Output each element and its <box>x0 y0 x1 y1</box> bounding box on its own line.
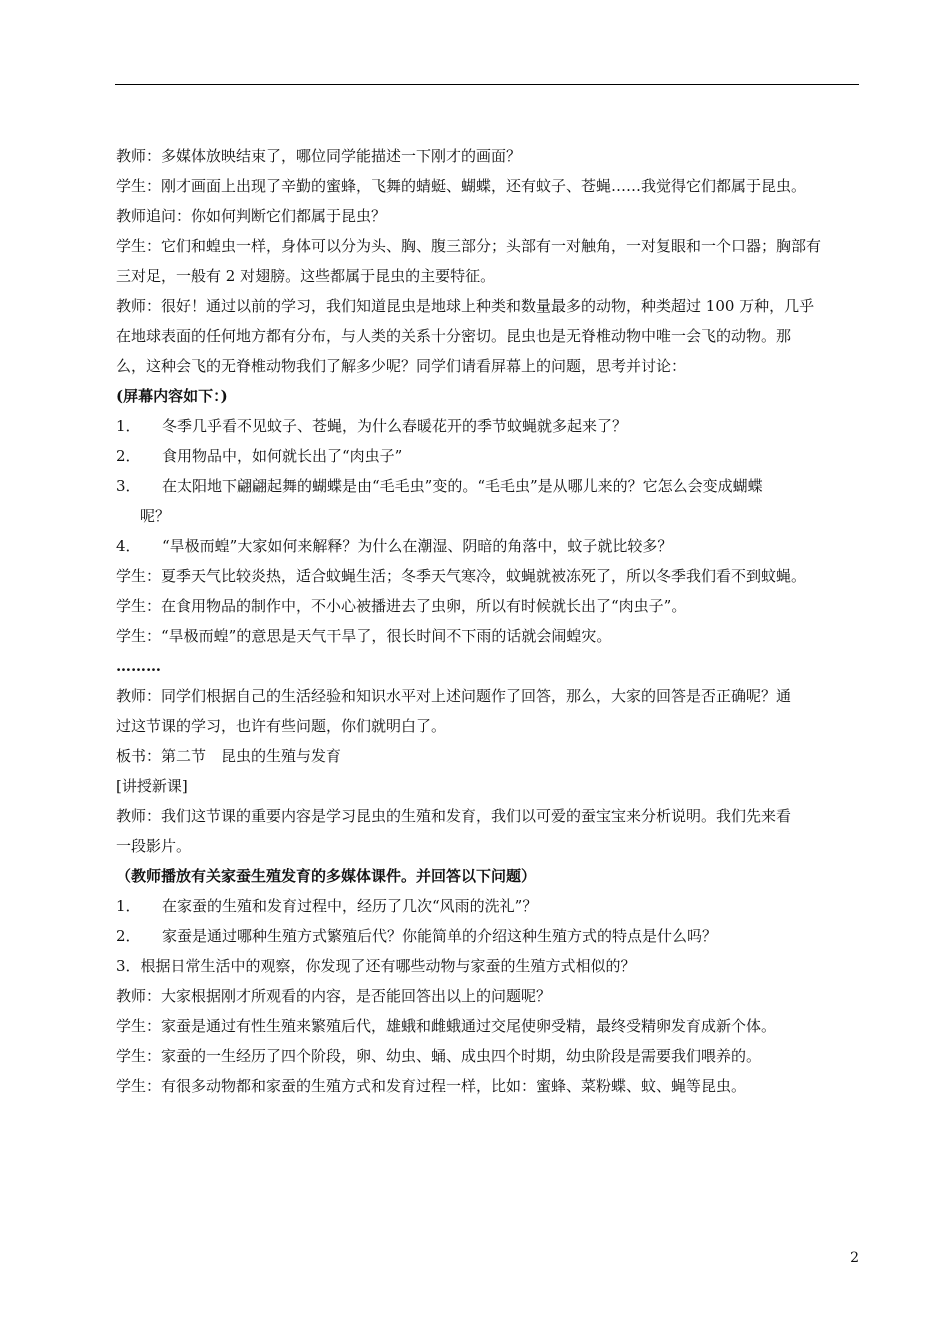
paragraph-line: 三对足，一般有 2 对翅膀。这些都属于昆虫的主要特征。 <box>116 267 496 285</box>
paragraph-line: 教师：很好！通过以前的学习，我们知道昆虫是地球上种类和数量最多的动物，种类超过 100 万种，几乎 <box>116 297 815 315</box>
item-text: “旱极而蝗”大家如何来解释？为什么在潮湿、阴暗的角落中，蚊子就比较多？ <box>162 537 673 555</box>
ellipsis-line: ……… <box>116 657 161 675</box>
paragraph-line: 教师：同学们根据自己的生活经验和知识水平对上述问题作了回答，那么，大家的回答是否正确呢？通 <box>116 687 792 705</box>
paragraph-line: 学生：“旱极而蝗”的意思是天气干旱了，很长时间不下雨的话就会闹蝗灾。 <box>116 627 612 645</box>
item-number: 4． <box>116 537 141 555</box>
paragraph-line: 教师：大家根据刚才所观看的内容，是否能回答出以上的问题呢？ <box>116 987 552 1005</box>
item-number: 2． <box>116 927 141 945</box>
paragraph-line: 一段影片。 <box>116 837 192 855</box>
item-number: 1． <box>116 417 141 435</box>
numbered-item <box>116 531 860 561</box>
header-rule <box>115 84 859 85</box>
numbered-item <box>116 891 860 921</box>
paragraph-line: 在地球表面的任何地方都有分布，与人类的关系十分密切。昆虫也是无脊椎动物中唯一会飞的动物。那 <box>116 327 792 345</box>
item-text: 冬季几乎看不见蚊子、苍蝇，为什么春暖花开的季节蚊蝇就多起来了？ <box>162 417 628 435</box>
paragraph-line: 学生：家蚕是通过有性生殖来繁殖后代，雄蛾和雌蛾通过交尾使卵受精，最终受精卵发育成新个体。 <box>116 1017 777 1035</box>
item-text: 家蚕是通过哪种生殖方式繁殖后代？你能简单的介绍这种生殖方式的特点是什么吗？ <box>162 927 718 945</box>
blackboard-heading: 板书：第二节 昆虫的生殖与发育 <box>116 747 342 765</box>
paragraph-line: 教师：多媒体放映结束了，哪位同学能描述一下刚才的画面？ <box>116 147 522 165</box>
paragraph-line: 3．根据日常生活中的观察，你发现了还有哪些动物与家蚕的生殖方式相似的？ <box>116 957 636 975</box>
paragraph-line: 学生：夏季天气比较炎热，适合蚊蝇生活；冬季天气寒冷，蚊蝇就被冻死了，所以冬季我们看不到蚊蝇。 <box>116 567 807 585</box>
paragraph-line: 学生：有很多动物都和家蚕的生殖方式和发育过程一样，比如：蜜蜂、菜粉蝶、蚊、蝇等昆虫。 <box>116 1077 747 1095</box>
item-continuation: 呢？ <box>140 507 171 525</box>
item-number: 1． <box>116 897 141 915</box>
paragraph-line: 么，这种会飞的无脊椎动物我们了解多少呢？同学们请看屏幕上的问题，思考并讨论： <box>116 357 687 375</box>
section-label: [讲授新课] <box>116 777 188 795</box>
paragraph-line: 教师追问：你如何判断它们都属于昆虫？ <box>116 207 387 225</box>
item-number: 3． <box>116 477 141 495</box>
paragraph-line: 学生：家蚕的一生经历了四个阶段，卵、幼虫、蛹、成虫四个时期，幼虫阶段是需要我们喂养的。 <box>116 1047 762 1065</box>
paragraph-line: 学生：刚才画面上出现了辛勤的蜜蜂，飞舞的蜻蜓、蝴蝶，还有蚊子、苍蝇……我觉得它们都属于昆虫。 <box>116 177 807 195</box>
section-note: (屏幕内容如下：) <box>116 387 228 405</box>
numbered-item <box>116 441 860 471</box>
paragraph-line: 学生：在食用物品的制作中，不小心被播进去了虫卵，所以有时候就长出了“肉虫子”。 <box>116 597 687 615</box>
section-note: （教师播放有关家蚕生殖发育的多媒体课件。并回答以下问题） <box>116 867 537 885</box>
paragraph-line: 教师：我们这节课的重要内容是学习昆虫的生殖和发育，我们以可爱的蚕宝宝来分析说明。我们先来看 <box>116 807 792 825</box>
document-body <box>116 141 860 1101</box>
numbered-item <box>116 921 860 951</box>
numbered-item <box>116 471 860 501</box>
item-text: 在家蚕的生殖和发育过程中，经历了几次“风雨的洗礼”？ <box>162 897 538 915</box>
item-number: 2． <box>116 447 141 465</box>
numbered-item <box>116 411 860 441</box>
item-text: 在太阳地下翩翩起舞的蝴蝶是由“毛毛虫”变的。“毛毛虫”是从哪儿来的？它怎么会变成蝴蝶 <box>162 477 763 495</box>
page-number: 2 <box>850 1250 859 1266</box>
paragraph-line: 过这节课的学习，也许有些问题，你们就明白了。 <box>116 717 447 735</box>
paragraph-line: 学生：它们和蝗虫一样，身体可以分为头、胸、腹三部分；头部有一对触角，一对复眼和一个口器；胸部有 <box>116 237 822 255</box>
item-text: 食用物品中，如何就长出了“肉虫子” <box>162 447 403 465</box>
